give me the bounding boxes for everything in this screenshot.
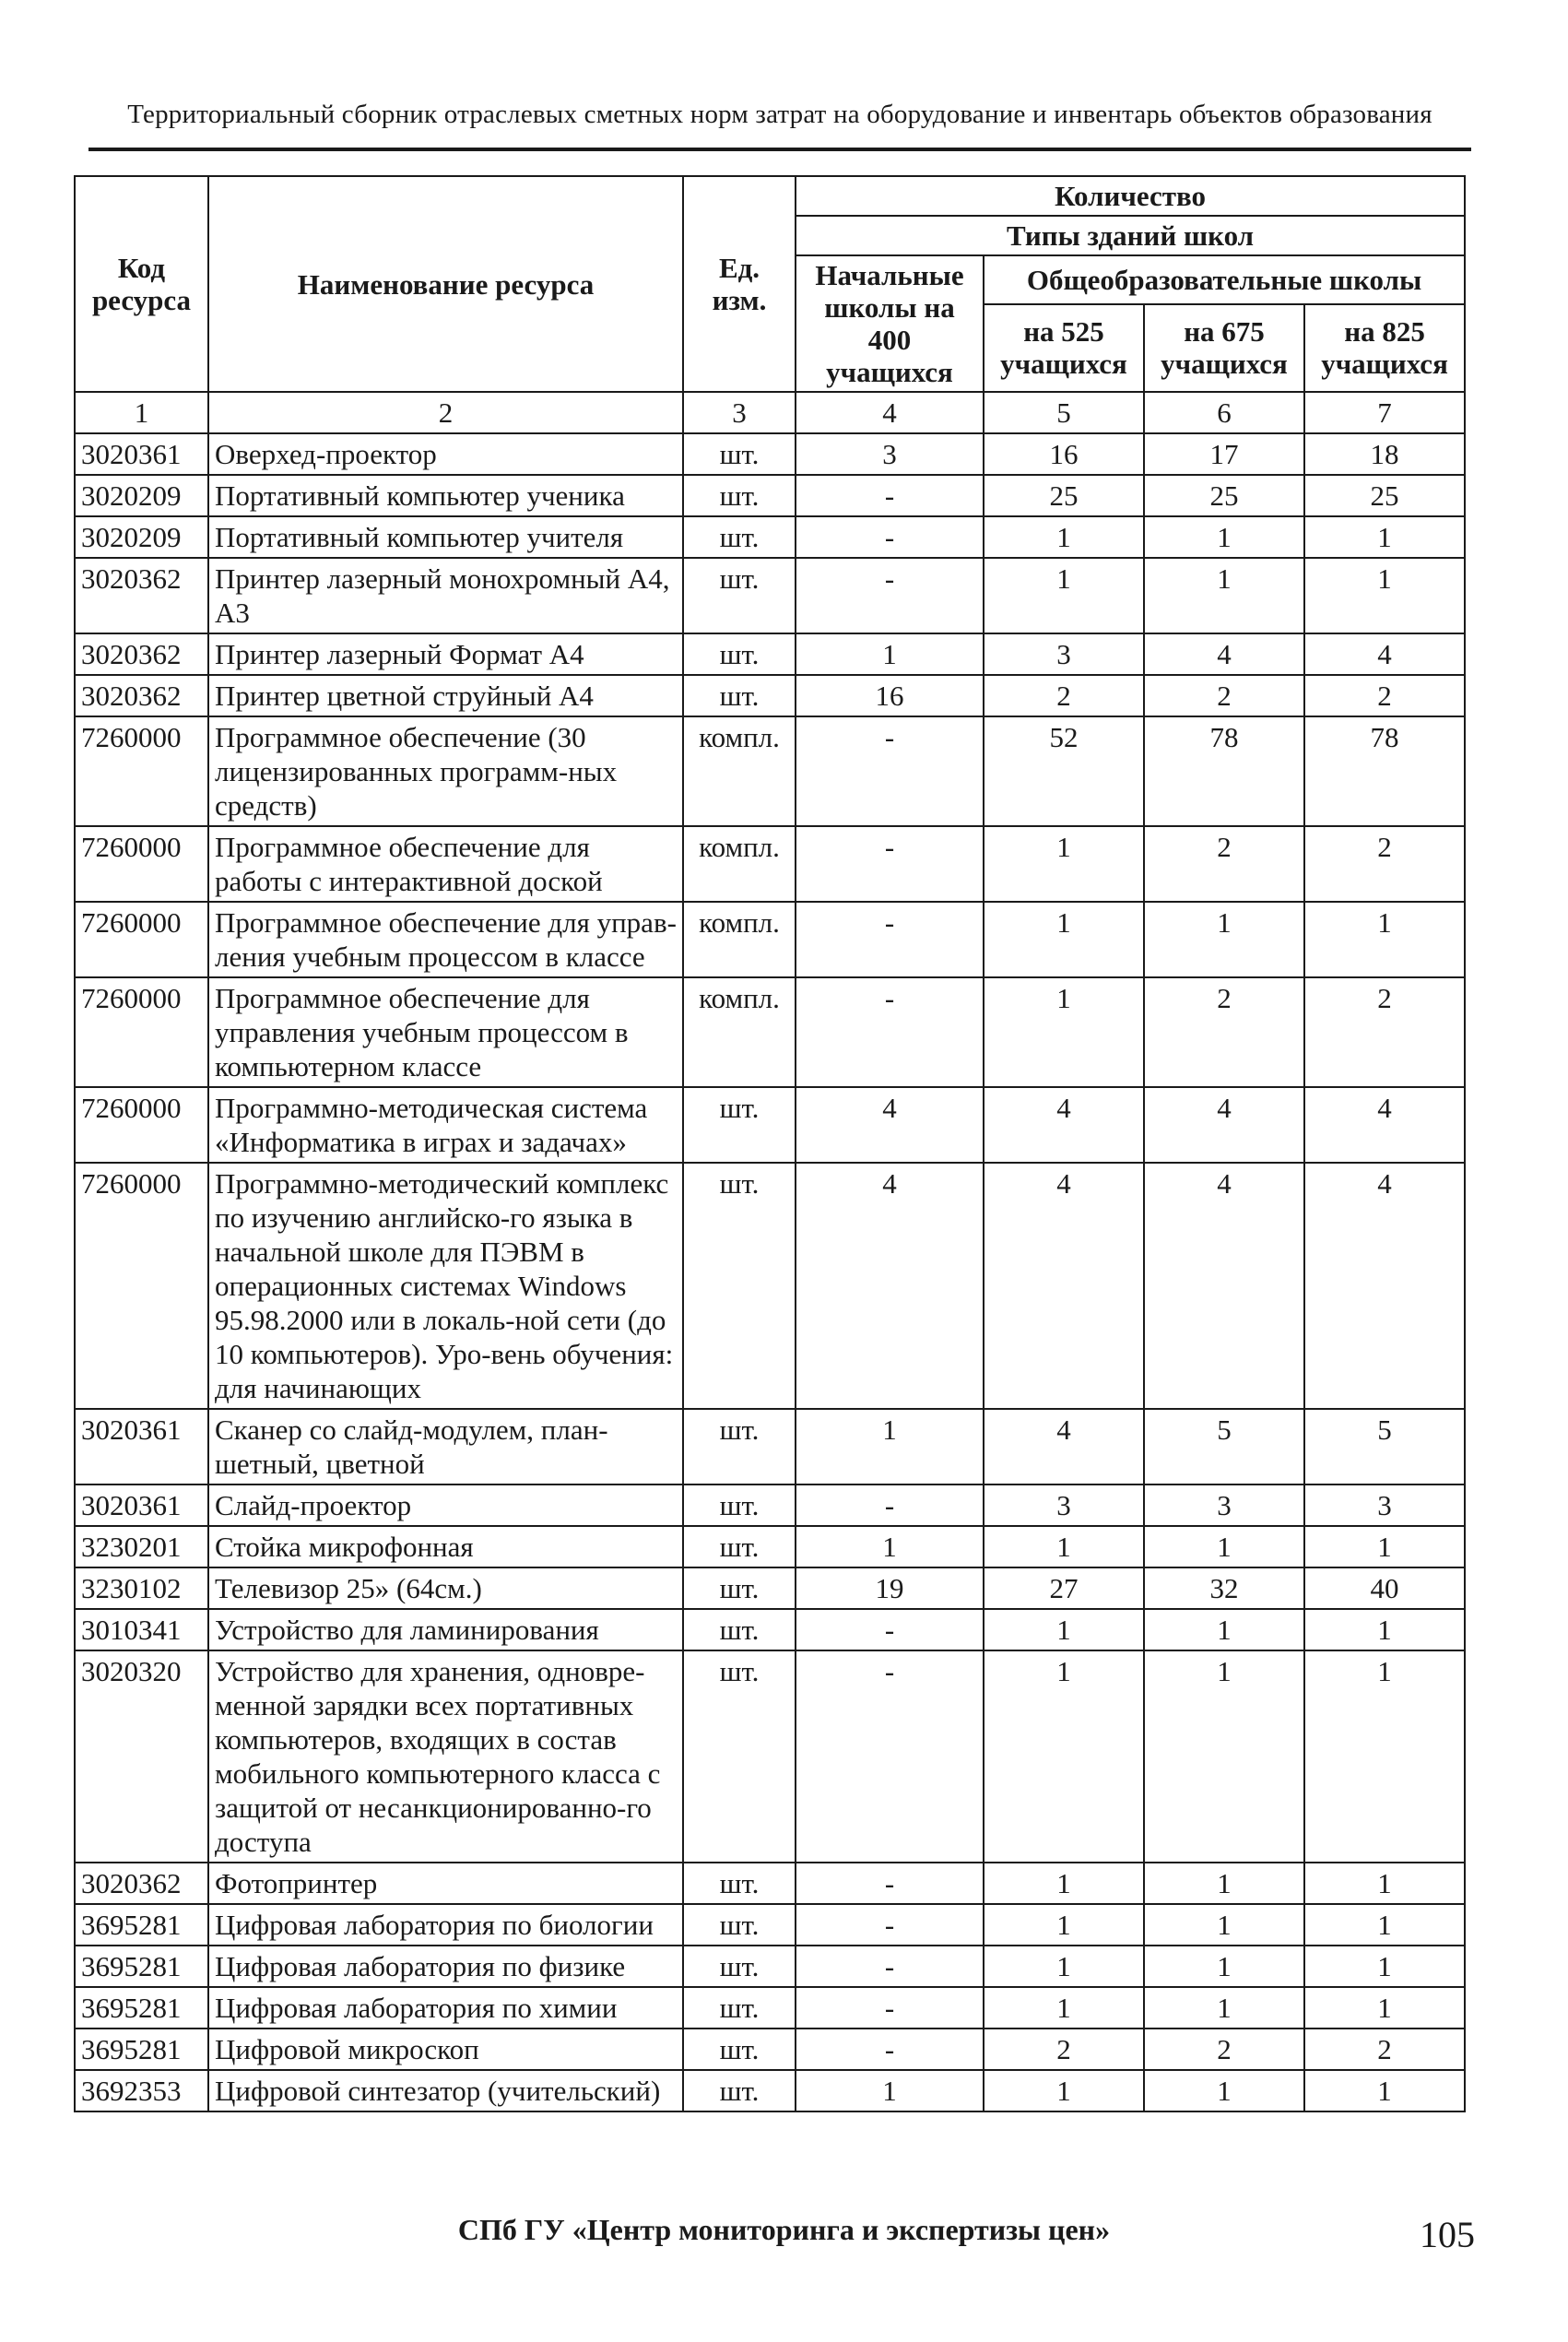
table-row [75, 1650, 1465, 1863]
qty-825: 4 [1304, 633, 1465, 675]
resource-name: Портативный компьютер учителя [208, 516, 683, 558]
qty-825: 2 [1304, 977, 1465, 1087]
qty-825: 1 [1304, 1650, 1465, 1863]
qty-675: 1 [1144, 1526, 1304, 1567]
resource-name: Программное обеспечение для управления учебным процессом в компьютерном классе [208, 977, 683, 1087]
resource-table [74, 175, 1466, 2112]
qty-525: 4 [984, 1163, 1144, 1409]
qty-525: 3 [984, 633, 1144, 675]
table-row [75, 675, 1465, 716]
resource-name: Стойка микрофонная [208, 1526, 683, 1567]
header-825: на 825 учащихся [1304, 304, 1465, 392]
qty-primary-400: 4 [796, 1163, 984, 1409]
qty-525: 1 [984, 1650, 1144, 1863]
qty-825: 1 [1304, 1526, 1465, 1567]
qty-primary-400: 16 [796, 675, 984, 716]
qty-825: 2 [1304, 826, 1465, 902]
resource-name: Устройство для ламинирования [208, 1609, 683, 1650]
qty-primary-400: - [796, 2029, 984, 2070]
unit-of-measure: шт. [683, 433, 796, 475]
qty-825: 1 [1304, 1946, 1465, 1987]
resource-code: 3010341 [75, 1609, 208, 1650]
qty-525: 1 [984, 1863, 1144, 1904]
qty-primary-400: - [796, 1863, 984, 1904]
qty-675: 17 [1144, 433, 1304, 475]
qty-primary-400: - [796, 977, 984, 1087]
column-number-row [75, 392, 1465, 433]
unit-of-measure: шт. [683, 675, 796, 716]
resource-code: 3020362 [75, 1863, 208, 1904]
qty-675: 4 [1144, 1087, 1304, 1163]
qty-525: 1 [984, 1526, 1144, 1567]
qty-675: 3 [1144, 1484, 1304, 1526]
qty-675: 2 [1144, 675, 1304, 716]
qty-525: 1 [984, 826, 1144, 902]
qty-825: 1 [1304, 516, 1465, 558]
qty-825: 1 [1304, 1987, 1465, 2029]
column-number: 6 [1144, 392, 1304, 433]
qty-525: 16 [984, 433, 1144, 475]
resource-name: Цифровая лаборатория по химии [208, 1987, 683, 2029]
qty-525: 1 [984, 1904, 1144, 1946]
unit-of-measure: шт. [683, 1484, 796, 1526]
table-row [75, 902, 1465, 977]
qty-675: 4 [1144, 1163, 1304, 1409]
table-row [75, 1904, 1465, 1946]
page-number: 105 [1420, 2214, 1475, 2255]
qty-675: 2 [1144, 826, 1304, 902]
resource-code: 3695281 [75, 1946, 208, 1987]
qty-primary-400: - [796, 826, 984, 902]
qty-primary-400: - [796, 516, 984, 558]
qty-675: 78 [1144, 716, 1304, 826]
qty-525: 1 [984, 902, 1144, 977]
resource-name: Портативный компьютер ученика [208, 475, 683, 516]
qty-primary-400: - [796, 1987, 984, 2029]
resource-code: 3695281 [75, 1987, 208, 2029]
table-body [75, 433, 1465, 2111]
unit-of-measure: шт. [683, 1650, 796, 1863]
header-quantity: Количество [796, 176, 1465, 216]
resource-name: Программное обеспечение для управ-ления учебным процессом в классе [208, 902, 683, 977]
resource-code: 3020361 [75, 1484, 208, 1526]
qty-675: 1 [1144, 1987, 1304, 2029]
qty-primary-400: - [796, 1946, 984, 1987]
qty-525: 27 [984, 1567, 1144, 1609]
qty-675: 2 [1144, 977, 1304, 1087]
qty-primary-400: 19 [796, 1567, 984, 1609]
table-row [75, 1087, 1465, 1163]
qty-675: 2 [1144, 2029, 1304, 2070]
resource-name: Принтер лазерный Формат А4 [208, 633, 683, 675]
qty-525: 1 [984, 2070, 1144, 2111]
qty-525: 1 [984, 977, 1144, 1087]
qty-primary-400: - [796, 1904, 984, 1946]
unit-of-measure: шт. [683, 1567, 796, 1609]
table-row [75, 516, 1465, 558]
table-row [75, 475, 1465, 516]
qty-525: 2 [984, 675, 1144, 716]
resource-name: Цифровая лаборатория по биологии [208, 1904, 683, 1946]
resource-name: Оверхед-проектор [208, 433, 683, 475]
resource-name: Программно-методическая система «Информатика в играх и задачах» [208, 1087, 683, 1163]
resource-name: Фотопринтер [208, 1863, 683, 1904]
table-row [75, 1163, 1465, 1409]
table-row [75, 433, 1465, 475]
column-number: 5 [984, 392, 1144, 433]
table-row [75, 1409, 1465, 1484]
resource-code: 7260000 [75, 977, 208, 1087]
resource-code: 3695281 [75, 1904, 208, 1946]
qty-825: 40 [1304, 1567, 1465, 1609]
qty-825: 1 [1304, 1609, 1465, 1650]
unit-of-measure: шт. [683, 2070, 796, 2111]
qty-825: 1 [1304, 1904, 1465, 1946]
header-675: на 675 учащихся [1144, 304, 1304, 392]
qty-825: 5 [1304, 1409, 1465, 1484]
resource-name: Сканер со слайд-модулем, план-шетный, цветной [208, 1409, 683, 1484]
table-row [75, 716, 1465, 826]
qty-primary-400: - [796, 716, 984, 826]
column-number: 2 [208, 392, 683, 433]
qty-675: 1 [1144, 516, 1304, 558]
unit-of-measure: шт. [683, 1987, 796, 2029]
header-general-schools: Общеобразовательные школы [984, 255, 1465, 304]
unit-of-measure: компл. [683, 826, 796, 902]
resource-name: Принтер цветной струйный А4 [208, 675, 683, 716]
qty-primary-400: - [796, 475, 984, 516]
column-number: 4 [796, 392, 984, 433]
unit-of-measure: шт. [683, 633, 796, 675]
unit-of-measure: шт. [683, 1409, 796, 1484]
qty-525: 1 [984, 558, 1144, 633]
table-row [75, 2070, 1465, 2111]
qty-825: 78 [1304, 716, 1465, 826]
resource-name: Программное обеспечение для работы с интерактивной доской [208, 826, 683, 902]
resource-code: 3020362 [75, 558, 208, 633]
header-name: Наименование ресурса [208, 176, 683, 392]
qty-primary-400: - [796, 1609, 984, 1650]
resource-name: Устройство для хранения, одновре-менной зарядки всех портативных компьютеров, входящих в состав мобильного компьютерного класса с защитой от несанкционированно-го доступа [208, 1650, 683, 1863]
qty-675: 32 [1144, 1567, 1304, 1609]
qty-675: 25 [1144, 475, 1304, 516]
qty-675: 1 [1144, 902, 1304, 977]
table-row [75, 633, 1465, 675]
header-primary-400: Начальные школы на 400 учащихся [796, 255, 984, 392]
qty-525: 1 [984, 1946, 1144, 1987]
qty-primary-400: 4 [796, 1087, 984, 1163]
unit-of-measure: шт. [683, 475, 796, 516]
qty-825: 2 [1304, 675, 1465, 716]
qty-825: 1 [1304, 902, 1465, 977]
qty-525: 52 [984, 716, 1144, 826]
unit-of-measure: шт. [683, 1526, 796, 1567]
qty-675: 1 [1144, 1904, 1304, 1946]
qty-primary-400: 1 [796, 1526, 984, 1567]
qty-525: 1 [984, 1609, 1144, 1650]
qty-675: 1 [1144, 1863, 1304, 1904]
resource-code: 7260000 [75, 1163, 208, 1409]
resource-name: Цифровой синтезатор (учительский) [208, 2070, 683, 2111]
unit-of-measure: шт. [683, 516, 796, 558]
qty-675: 1 [1144, 1946, 1304, 1987]
qty-525: 4 [984, 1409, 1144, 1484]
qty-675: 1 [1144, 2070, 1304, 2111]
qty-825: 4 [1304, 1087, 1465, 1163]
table-row [75, 1484, 1465, 1526]
qty-primary-400: 1 [796, 633, 984, 675]
resource-code: 7260000 [75, 716, 208, 826]
qty-primary-400: 1 [796, 1409, 984, 1484]
unit-of-measure: компл. [683, 716, 796, 826]
qty-primary-400: - [796, 1650, 984, 1863]
qty-primary-400: - [796, 558, 984, 633]
unit-of-measure: компл. [683, 902, 796, 977]
resource-code: 3020362 [75, 633, 208, 675]
resource-code: 3020209 [75, 516, 208, 558]
resource-code: 7260000 [75, 902, 208, 977]
qty-825: 1 [1304, 2070, 1465, 2111]
table-row [75, 826, 1465, 902]
qty-825: 1 [1304, 558, 1465, 633]
qty-675: 1 [1144, 1650, 1304, 1863]
unit-of-measure: шт. [683, 1163, 796, 1409]
unit-of-measure: шт. [683, 1609, 796, 1650]
table-row [75, 977, 1465, 1087]
table-row [75, 1987, 1465, 2029]
resource-name: Цифровая лаборатория по физике [208, 1946, 683, 1987]
column-number: 3 [683, 392, 796, 433]
unit-of-measure: шт. [683, 1863, 796, 1904]
header-525: на 525 учащихся [984, 304, 1144, 392]
resource-name: Программно-методический комплекс по изучению английско-го языка в начальной школе для ПЭВМ в операционных системах Windows 95.98.2000 или в локаль-ной сети (до 10 компьютеров). Уро-вень обучения: для начинающих [208, 1163, 683, 1409]
header-unit: Ед. изм. [683, 176, 796, 392]
footer-organization: СПб ГУ «Центр мониторинга и экспертизы цен» [457, 2213, 1111, 2246]
qty-675: 4 [1144, 633, 1304, 675]
unit-of-measure: шт. [683, 1904, 796, 1946]
resource-code: 7260000 [75, 1087, 208, 1163]
table-row [75, 1609, 1465, 1650]
qty-675: 1 [1144, 1609, 1304, 1650]
qty-825: 18 [1304, 433, 1465, 475]
qty-primary-400: 1 [796, 2070, 984, 2111]
resource-code: 3020362 [75, 675, 208, 716]
table-row [75, 558, 1465, 633]
resource-code: 3692353 [75, 2070, 208, 2111]
header-building-types: Типы зданий школ [796, 216, 1465, 255]
qty-825: 25 [1304, 475, 1465, 516]
table-row [75, 2029, 1465, 2070]
resource-name: Принтер лазерный монохромный А4, А3 [208, 558, 683, 633]
running-title: Территориальный сборник отраслевых сметных норм затрат на оборудование и инвентарь объектов образования [127, 100, 1432, 129]
qty-primary-400: - [796, 1484, 984, 1526]
resource-code: 3230102 [75, 1567, 208, 1609]
unit-of-measure: шт. [683, 558, 796, 633]
table-row [75, 1863, 1465, 1904]
qty-675: 5 [1144, 1409, 1304, 1484]
qty-825: 3 [1304, 1484, 1465, 1526]
qty-675: 1 [1144, 558, 1304, 633]
unit-of-measure: компл. [683, 977, 796, 1087]
header-code: Код ресурса [75, 176, 208, 392]
qty-primary-400: 3 [796, 433, 984, 475]
header-rule [88, 148, 1471, 151]
unit-of-measure: шт. [683, 2029, 796, 2070]
resource-code: 7260000 [75, 826, 208, 902]
resource-code: 3695281 [75, 2029, 208, 2070]
qty-825: 2 [1304, 2029, 1465, 2070]
resource-name: Телевизор 25» (64см.) [208, 1567, 683, 1609]
resource-name: Цифровой микроскоп [208, 2029, 683, 2070]
qty-825: 4 [1304, 1163, 1465, 1409]
qty-525: 1 [984, 1987, 1144, 2029]
table-row [75, 1526, 1465, 1567]
qty-525: 3 [984, 1484, 1144, 1526]
qty-525: 1 [984, 516, 1144, 558]
resource-code: 3020361 [75, 1409, 208, 1484]
column-number: 1 [75, 392, 208, 433]
table-row [75, 1567, 1465, 1609]
unit-of-measure: шт. [683, 1946, 796, 1987]
resource-name: Программное обеспечение (30 лицензированных программ-ных средств) [208, 716, 683, 826]
resource-name: Слайд-проектор [208, 1484, 683, 1526]
qty-525: 2 [984, 2029, 1144, 2070]
resource-code: 3020320 [75, 1650, 208, 1863]
table-row [75, 1946, 1465, 1987]
column-number: 7 [1304, 392, 1465, 433]
resource-code: 3230201 [75, 1526, 208, 1567]
qty-525: 25 [984, 475, 1144, 516]
qty-825: 1 [1304, 1863, 1465, 1904]
qty-525: 4 [984, 1087, 1144, 1163]
resource-code: 3020361 [75, 433, 208, 475]
resource-code: 3020209 [75, 475, 208, 516]
unit-of-measure: шт. [683, 1087, 796, 1163]
qty-primary-400: - [796, 902, 984, 977]
